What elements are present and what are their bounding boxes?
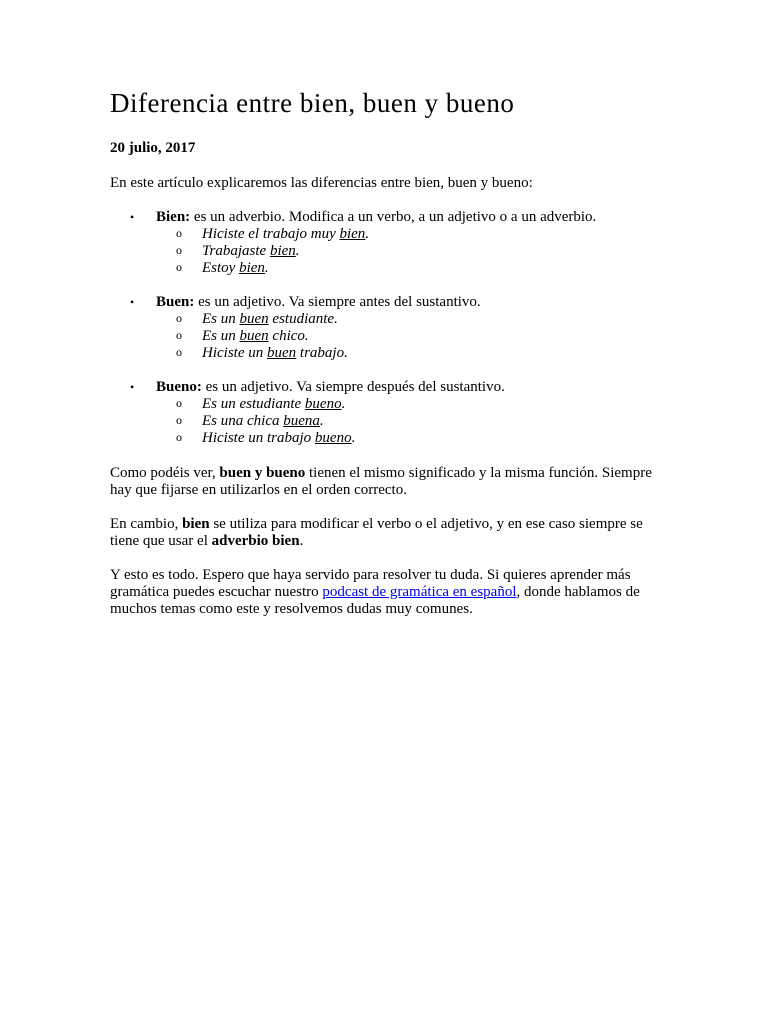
definition-desc: es un adjetivo. Va siempre después del sustantivo. bbox=[201, 379, 505, 395]
example-word: buena bbox=[283, 413, 320, 429]
page-title: Diferencia entre bien, buen y bueno bbox=[110, 88, 515, 118]
example-text: trabajo. bbox=[296, 345, 348, 361]
example-text: Hiciste un bbox=[202, 345, 267, 361]
bullet-icon: • bbox=[130, 210, 135, 224]
definition-desc: es un adverbio. Modifica a un verbo, a un adjetivo o a un adverbio. bbox=[190, 209, 597, 225]
paragraph-text: , donde hablamos de muchos temas como este y resolvemos dudas muy comunes. bbox=[110, 584, 640, 617]
example-word: bien bbox=[239, 260, 265, 276]
bold-text: bien bbox=[182, 516, 210, 532]
sub-bullet-icon: o bbox=[176, 413, 182, 427]
example-text: Es un bbox=[202, 311, 240, 327]
example-text: . bbox=[341, 396, 346, 412]
example-word: buen bbox=[239, 311, 269, 327]
example-item bbox=[110, 345, 670, 362]
definition-item-bueno bbox=[110, 379, 670, 447]
paragraph-text: En cambio, bbox=[110, 516, 183, 532]
example-item bbox=[110, 311, 670, 328]
sub-bullet-icon: o bbox=[176, 311, 182, 325]
example-word: bueno bbox=[304, 396, 342, 412]
example-text: Es una chica bbox=[202, 413, 284, 429]
example-word: bien bbox=[339, 226, 366, 242]
sub-bullet-icon: o bbox=[176, 243, 182, 257]
bullet-icon: • bbox=[130, 380, 135, 394]
example-text: Es un bbox=[202, 328, 240, 344]
podcast-link[interactable]: podcast de gramática en español bbox=[322, 584, 517, 600]
paragraph-text: Como podéis ver, bbox=[110, 465, 220, 481]
example-list bbox=[156, 311, 670, 362]
example-list bbox=[156, 226, 670, 277]
example-text: Estoy bbox=[202, 260, 240, 276]
paragraph-bien bbox=[110, 516, 670, 550]
example-text: chico. bbox=[268, 328, 309, 344]
example-text: . bbox=[365, 226, 370, 242]
example-text: . bbox=[295, 243, 300, 259]
example-item bbox=[110, 413, 670, 430]
paragraph-closing bbox=[110, 567, 670, 618]
example-item bbox=[110, 430, 670, 447]
example-text: Trabajaste bbox=[202, 243, 270, 259]
definition-term: Bien: bbox=[156, 209, 191, 225]
sub-bullet-icon: o bbox=[176, 430, 182, 444]
definition-term: Buen: bbox=[156, 294, 195, 310]
example-item bbox=[110, 396, 670, 413]
sub-bullet-icon: o bbox=[176, 345, 182, 359]
example-word: buen bbox=[267, 345, 297, 361]
sub-bullet-icon: o bbox=[176, 226, 182, 240]
intro-paragraph: En este artículo explicaremos las diferencias entre bien, buen y bueno: bbox=[110, 175, 533, 191]
example-text: . bbox=[319, 413, 324, 429]
definition-list bbox=[110, 209, 670, 447]
paragraph-comparison bbox=[110, 465, 670, 499]
paragraph-text: se utiliza para modificar el verbo o el adjetivo, y en ese caso siempre se tiene que usar el bbox=[110, 516, 643, 549]
example-item bbox=[110, 226, 670, 243]
example-text: Es un estudiante bbox=[202, 396, 305, 412]
example-word: buen bbox=[239, 328, 269, 344]
example-word: bien bbox=[269, 243, 296, 259]
article bbox=[110, 86, 670, 618]
definition-desc: es un adjetivo. Va siempre antes del sustantivo. bbox=[194, 294, 481, 310]
example-item bbox=[110, 260, 670, 277]
example-text: Hiciste un trabajo bbox=[202, 430, 315, 446]
example-text: Hiciste el trabajo muy bbox=[202, 226, 340, 242]
example-word: bueno bbox=[314, 430, 352, 446]
example-item bbox=[110, 243, 670, 260]
definition-item-buen bbox=[110, 294, 670, 362]
sub-bullet-icon: o bbox=[176, 328, 182, 342]
definition-term: Bueno: bbox=[156, 379, 202, 395]
definition-item-bien bbox=[110, 209, 670, 277]
example-text: estudiante. bbox=[268, 311, 338, 327]
example-item bbox=[110, 328, 670, 345]
paragraph-text: Y esto es todo. Espero que haya servido para resolver tu duda. Si quieres aprender más gramática puedes escuchar nuestro bbox=[110, 567, 631, 600]
paragraph-text: . bbox=[299, 533, 304, 549]
example-text: . bbox=[264, 260, 269, 276]
sub-bullet-icon: o bbox=[176, 260, 182, 274]
bullet-icon: • bbox=[130, 295, 135, 309]
example-text: . bbox=[351, 430, 356, 446]
example-list bbox=[156, 396, 670, 447]
bold-text: adverbio bien bbox=[211, 533, 300, 549]
article-date: 20 julio, 2017 bbox=[110, 140, 196, 156]
paragraph-text: tienen el mismo significado y la misma función. Siempre hay que fijarse en utilizarlos en el orden correcto. bbox=[110, 465, 652, 498]
bold-text: buen y bueno bbox=[219, 465, 306, 481]
sub-bullet-icon: o bbox=[176, 396, 182, 410]
